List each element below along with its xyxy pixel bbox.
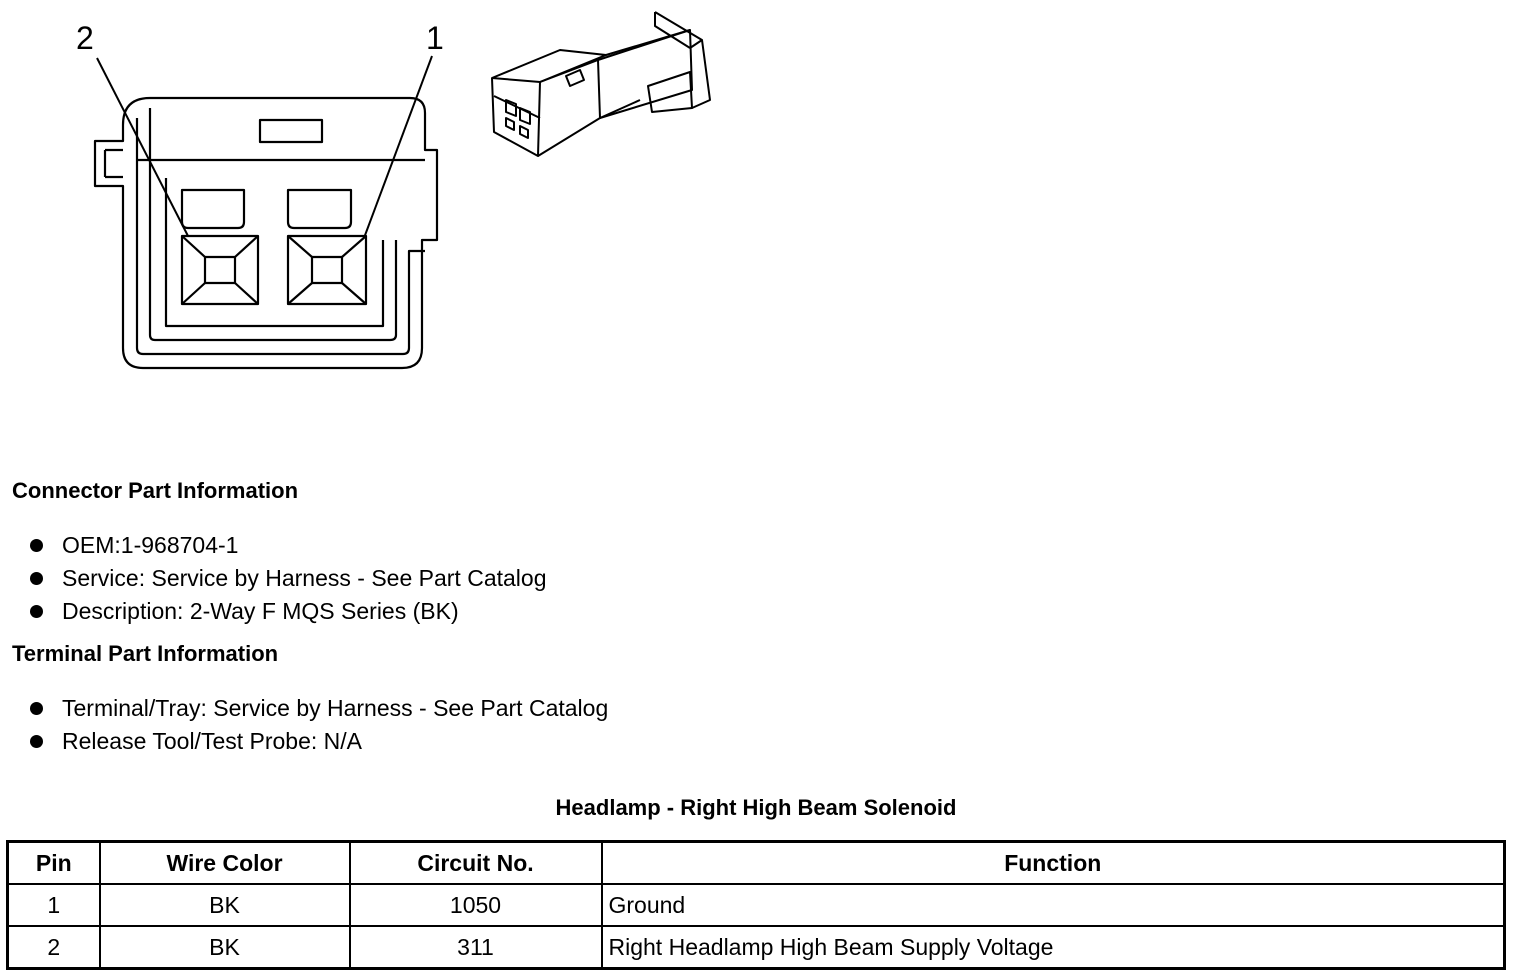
bullet-icon <box>30 572 43 585</box>
table-title: Headlamp - Right High Beam Solenoid <box>555 795 957 820</box>
header-pin: Pin <box>8 842 100 885</box>
header-function: Function <box>602 842 1505 885</box>
table-header-row <box>8 842 1505 885</box>
pin-label-2: 2 <box>76 20 94 56</box>
table-row <box>8 884 1505 926</box>
list-item: Description: 2-Way F MQS Series (BK) <box>0 595 546 628</box>
list-item: Service: Service by Harness - See Part Catalog <box>0 562 546 595</box>
cell-function: Right Headlamp High Beam Supply Voltage <box>602 926 1505 969</box>
cell-function: Ground <box>602 884 1505 926</box>
pinout-table <box>6 840 1506 970</box>
terminal-part-list <box>0 692 608 758</box>
terminal-part-heading: Terminal Part Information <box>12 641 279 666</box>
cell-wire-color: BK <box>100 884 350 926</box>
pin-label-1: 1 <box>426 20 444 56</box>
bullet-icon <box>30 605 43 618</box>
bullet-icon <box>30 702 43 715</box>
header-circuit-no: Circuit No. <box>350 842 602 885</box>
table-row <box>8 926 1505 969</box>
connector-part-list <box>0 529 546 628</box>
connector-isometric-view <box>492 12 710 156</box>
connector-face-view <box>0 0 760 420</box>
connector-part-heading: Connector Part Information <box>12 478 299 503</box>
connector-diagram <box>0 0 760 420</box>
cell-wire-color: BK <box>100 926 350 969</box>
list-item: Release Tool/Test Probe: N/A <box>0 725 608 758</box>
cell-pin: 1 <box>8 884 100 926</box>
list-item: Terminal/Tray: Service by Harness - See Part Catalog <box>0 692 608 725</box>
list-item: OEM:1-968704-1 <box>0 529 546 562</box>
cell-circuit-no: 311 <box>350 926 602 969</box>
bullet-icon <box>30 735 43 748</box>
header-wire-color: Wire Color <box>100 842 350 885</box>
bullet-icon <box>30 539 43 552</box>
cell-pin: 2 <box>8 926 100 969</box>
cell-circuit-no: 1050 <box>350 884 602 926</box>
